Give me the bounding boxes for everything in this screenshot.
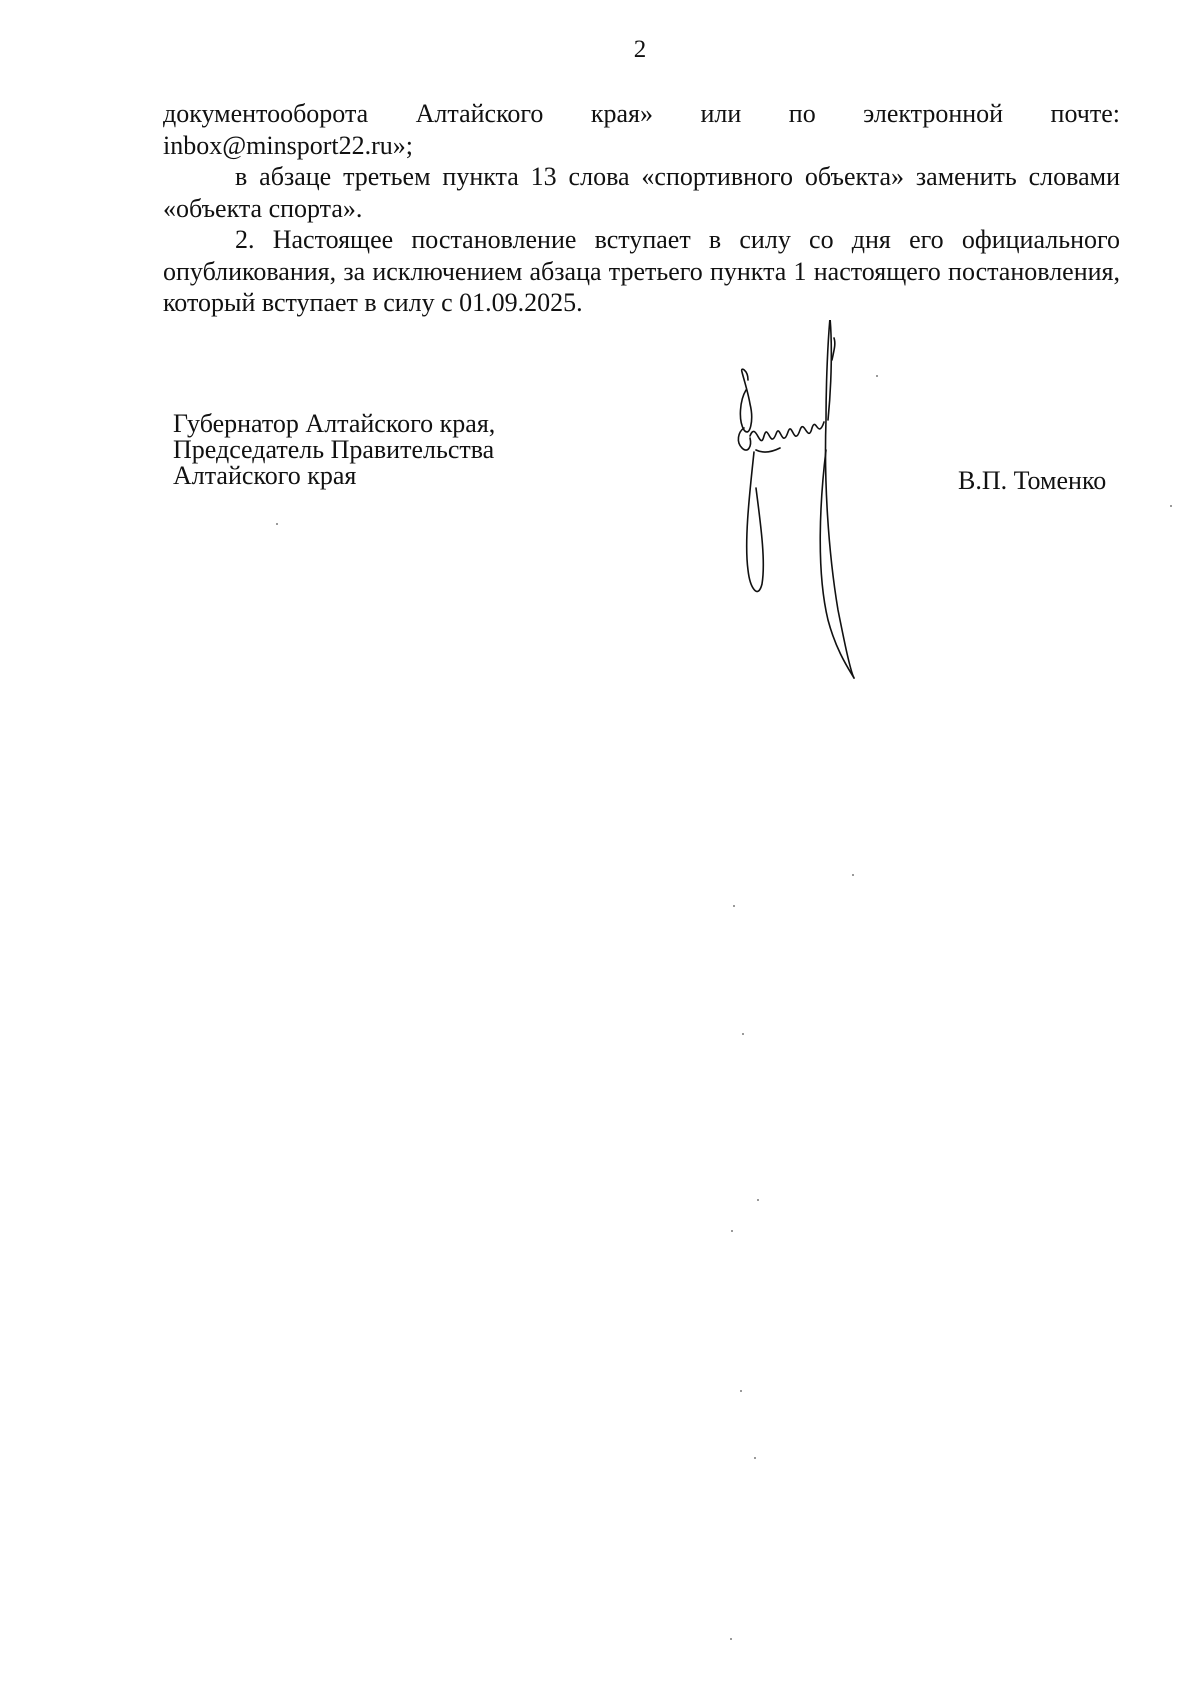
scan-speck bbox=[740, 1390, 742, 1392]
signer-title bbox=[173, 411, 495, 489]
scan-speck bbox=[757, 1199, 759, 1201]
scan-speck bbox=[1170, 505, 1172, 507]
scan-speck bbox=[730, 1638, 732, 1640]
paragraph-contact-line-1: документооборота Алтайского края» или по электронной почте: bbox=[163, 99, 1120, 128]
signer-name: В.П. Томенко bbox=[958, 466, 1107, 495]
handwritten-signature bbox=[720, 320, 900, 740]
signer-title-line: Алтайского края bbox=[173, 461, 357, 490]
paragraph-effective-date: 2. Настоящее постановление вступает в силу со дня его официального опубликования, за исключением абзаца третьего пункта 1 настоящего постановления, который вступает в силу с 01.09.2025. bbox=[163, 225, 1120, 317]
document-body bbox=[163, 98, 1120, 319]
scan-speck bbox=[852, 874, 854, 876]
paragraph-amendment: в абзаце третьем пункта 13 слова «спортивного объекта» заменить словами «объекта спорта». bbox=[163, 162, 1120, 223]
page-number: 2 bbox=[633, 36, 647, 63]
signer-title-line: Председатель Правительства bbox=[173, 435, 495, 464]
scan-speck bbox=[731, 1230, 733, 1232]
scan-speck bbox=[733, 905, 735, 907]
scan-speck bbox=[742, 1033, 744, 1035]
scan-speck bbox=[276, 523, 278, 525]
paragraph-contact-line-2: inbox@minsport22.ru»; bbox=[163, 130, 413, 160]
paragraph-contact bbox=[163, 98, 1120, 161]
signer-title-line: Губернатор Алтайского края, bbox=[173, 409, 496, 438]
signature-icon bbox=[720, 320, 900, 740]
scan-speck bbox=[876, 375, 878, 377]
scan-speck bbox=[754, 1457, 756, 1459]
